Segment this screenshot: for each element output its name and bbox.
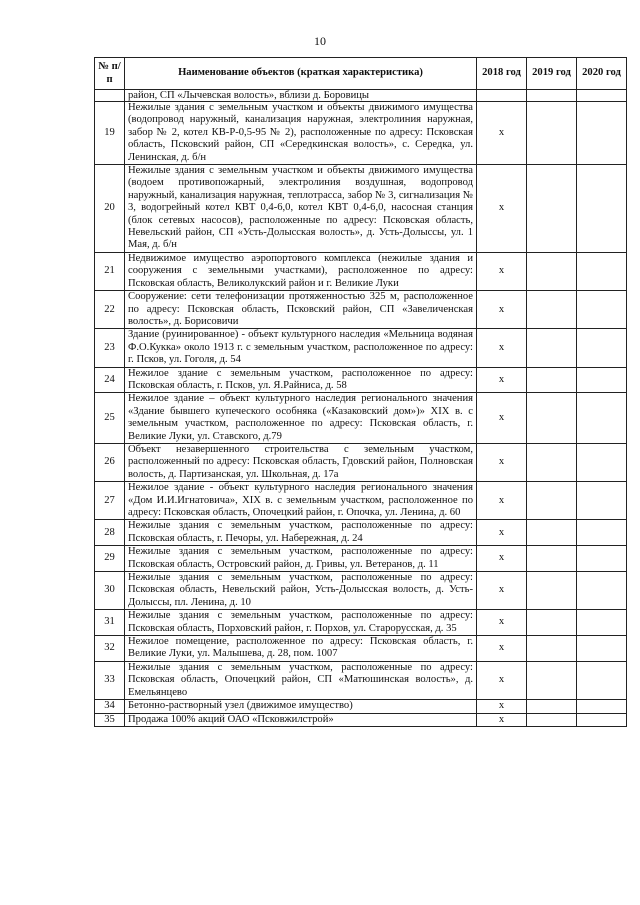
row-mark-2018: x	[477, 572, 527, 610]
row-mark-2019	[527, 636, 577, 662]
table-row	[95, 700, 627, 713]
table-row	[95, 443, 627, 481]
row-description: Бетонно-растворный узел (движимое имущество)	[125, 700, 477, 713]
row-mark-2020	[577, 329, 627, 367]
row-mark-2020	[577, 572, 627, 610]
continuation-row	[95, 90, 627, 102]
row-number: 30	[95, 572, 125, 610]
continuation-num	[95, 90, 125, 102]
row-mark-2020	[577, 700, 627, 713]
row-description: Объект незавершенного строительства с земельным участком, расположенный по адресу: Псковская область, Гдовский район, Полновская волость, д. Партизанская, ул. Школьная, д. 17а	[125, 443, 477, 481]
row-mark-2019	[527, 102, 577, 165]
row-number: 24	[95, 367, 125, 393]
row-mark-2018: x	[477, 661, 527, 699]
row-mark-2020	[577, 713, 627, 726]
row-mark-2018: x	[477, 329, 527, 367]
row-mark-2018: x	[477, 443, 527, 481]
row-mark-2020	[577, 443, 627, 481]
row-mark-2020	[577, 636, 627, 662]
table-row	[95, 661, 627, 699]
row-description: Нежилое здание – объект культурного наследия регионального значения «Здание бывшего купеческого особняка («Казаковский дом»)» XIX в. с земельным участком, расположенное по адресу: Псковская область, г. Великие Луки, ул. Ставского, д.79	[125, 393, 477, 444]
row-mark-2018: x	[477, 636, 527, 662]
table-row	[95, 102, 627, 165]
row-description: Сооружение: сети телефонизации протяженностью 325 м, расположенное по адресу: Псковская область, Псковский район, СП «Завеличенская волость», д. Борисовичи	[125, 291, 477, 329]
row-mark-2018: x	[477, 252, 527, 290]
objects-table	[94, 57, 627, 727]
table-row	[95, 367, 627, 393]
row-mark-2020	[577, 661, 627, 699]
row-mark-2020	[577, 546, 627, 572]
row-mark-2019	[527, 291, 577, 329]
row-mark-2019	[527, 393, 577, 444]
row-mark-2018: x	[477, 367, 527, 393]
row-mark-2018: x	[477, 520, 527, 546]
table-row	[95, 610, 627, 636]
row-description: Нежилые здания с земельным участком, расположенные по адресу: Псковская область, Порховский район, г. Порхов, ул. Старорусская, д. 35	[125, 610, 477, 636]
row-mark-2020	[577, 482, 627, 520]
table-row	[95, 520, 627, 546]
row-description: Нежилое здание с земельным участком, расположенное по адресу: Псковская область, г. Псков, ул. Я.Райниса, д. 58	[125, 367, 477, 393]
table-row	[95, 713, 627, 726]
row-number: 22	[95, 291, 125, 329]
continuation-2020	[577, 90, 627, 102]
row-mark-2018: x	[477, 102, 527, 165]
row-mark-2018: x	[477, 713, 527, 726]
row-mark-2020	[577, 252, 627, 290]
table-row	[95, 165, 627, 253]
row-mark-2019	[527, 443, 577, 481]
table-row	[95, 291, 627, 329]
row-mark-2019	[527, 367, 577, 393]
row-mark-2020	[577, 520, 627, 546]
row-mark-2020	[577, 291, 627, 329]
continuation-2019	[527, 90, 577, 102]
table-row	[95, 393, 627, 444]
row-description: Продажа 100% акций ОАО «Псковжилстрой»	[125, 713, 477, 726]
row-mark-2019	[527, 165, 577, 253]
row-description: Нежилые здания с земельным участком и объекты движимого имущества (водоем противопожарный, электролиния воздушная, водопровод наружный, канализация наружная, теплотрасса, забор № 3, сигнализация № 3, водогрейный котел КВТ 0,4-6,0, котел КВТ 0,4-6,0, насосная станция (блок сетевых насосов), расположенные по адресу: Псковская область, Невельский район, СП «Усть-Долысская волость», д. Усть-Долыссы, ул. 1 Мая, д. б/н	[125, 165, 477, 253]
table-row	[95, 329, 627, 367]
row-number: 27	[95, 482, 125, 520]
row-mark-2019	[527, 661, 577, 699]
row-mark-2020	[577, 393, 627, 444]
row-number: 29	[95, 546, 125, 572]
row-description: Нежилые здания с земельным участком, расположенные по адресу: Псковская область, Невельский район, Усть-Долысская волость, д. Усть-Долыссы, пл. Ленина, д. 10	[125, 572, 477, 610]
row-mark-2018: x	[477, 482, 527, 520]
row-description: Нежилые здания с земельным участком и объекты движимого имущества (водопровод наружный, канализация наружная, электролиния наружная, забор № 2, котел КВ-Р-0,5-95 № 2), расположенные по адресу: Псковская область, Псковский район, СП «Середкинская волость», с. Середка, ул. Ленинская, д. б/н	[125, 102, 477, 165]
table-row	[95, 252, 627, 290]
row-number: 31	[95, 610, 125, 636]
table-row	[95, 636, 627, 662]
table-header-row	[95, 58, 627, 90]
row-number: 25	[95, 393, 125, 444]
row-number: 33	[95, 661, 125, 699]
row-description: Нежилые здания с земельным участком, расположенные по адресу: Псковская область, Островский район, д. Гривы, ул. Ветеранов, д. 11	[125, 546, 477, 572]
table-row	[95, 482, 627, 520]
row-mark-2019	[527, 329, 577, 367]
row-mark-2019	[527, 610, 577, 636]
row-description: Недвижимое имущество аэропортового комплекса (нежилые здания и сооружения с земельными участками), расположенное по адресу: Псковская область, Великолукский район и г. Великие Луки	[125, 252, 477, 290]
page-number: 10	[314, 34, 326, 48]
row-description: Нежилое здание - объект культурного наследия регионального значения «Дом И.И.Игнатовича», XIX в. с земельным участком, расположенное по адресу: Псковская область, Опочецкий район, г. Опочка, ул. Ленина, д. 60	[125, 482, 477, 520]
row-description: Нежилые здания с земельным участком, расположенные по адресу: Псковская область, г. Печоры, ул. Набережная, д. 24	[125, 520, 477, 546]
row-number: 21	[95, 252, 125, 290]
header-num: № п/п	[95, 58, 125, 90]
row-number: 35	[95, 713, 125, 726]
row-mark-2020	[577, 610, 627, 636]
row-mark-2020	[577, 367, 627, 393]
row-mark-2018: x	[477, 291, 527, 329]
header-2019: 2019 год	[527, 58, 577, 90]
row-mark-2019	[527, 700, 577, 713]
row-mark-2018: x	[477, 165, 527, 253]
row-mark-2019	[527, 482, 577, 520]
row-mark-2020	[577, 102, 627, 165]
row-mark-2018: x	[477, 700, 527, 713]
row-mark-2018: x	[477, 393, 527, 444]
row-mark-2018: x	[477, 610, 527, 636]
row-number: 28	[95, 520, 125, 546]
row-description: Нежилое помещение, расположенное по адресу: Псковская область, г. Великие Луки, ул. Малышева, д. 28, пом. 1007	[125, 636, 477, 662]
continuation-2018	[477, 90, 527, 102]
header-name: Наименование объектов (краткая характеристика)	[125, 58, 477, 90]
row-number: 32	[95, 636, 125, 662]
row-number: 26	[95, 443, 125, 481]
row-mark-2020	[577, 165, 627, 253]
row-mark-2018: x	[477, 546, 527, 572]
row-description: Нежилые здания с земельным участком, расположенные по адресу: Псковская область, Опочецкий район, СП «Матюшинская волость», д. Емельянцево	[125, 661, 477, 699]
row-mark-2019	[527, 520, 577, 546]
table-row	[95, 546, 627, 572]
header-2018: 2018 год	[477, 58, 527, 90]
table-row	[95, 572, 627, 610]
row-mark-2019	[527, 572, 577, 610]
row-number: 23	[95, 329, 125, 367]
row-mark-2019	[527, 252, 577, 290]
continuation-text: район, СП «Лычевская волость», вблизи д. Боровицы	[125, 90, 477, 102]
row-number: 19	[95, 102, 125, 165]
header-2020: 2020 год	[577, 58, 627, 90]
row-description: Здание (руинированное) - объект культурного наследия «Мельница водяная Ф.О.Кукка» около 1913 г. с земельным участком, расположенное по адресу: г. Псков, ул. Гоголя, д. 54	[125, 329, 477, 367]
row-mark-2019	[527, 713, 577, 726]
row-number: 34	[95, 700, 125, 713]
row-mark-2019	[527, 546, 577, 572]
row-number: 20	[95, 165, 125, 253]
